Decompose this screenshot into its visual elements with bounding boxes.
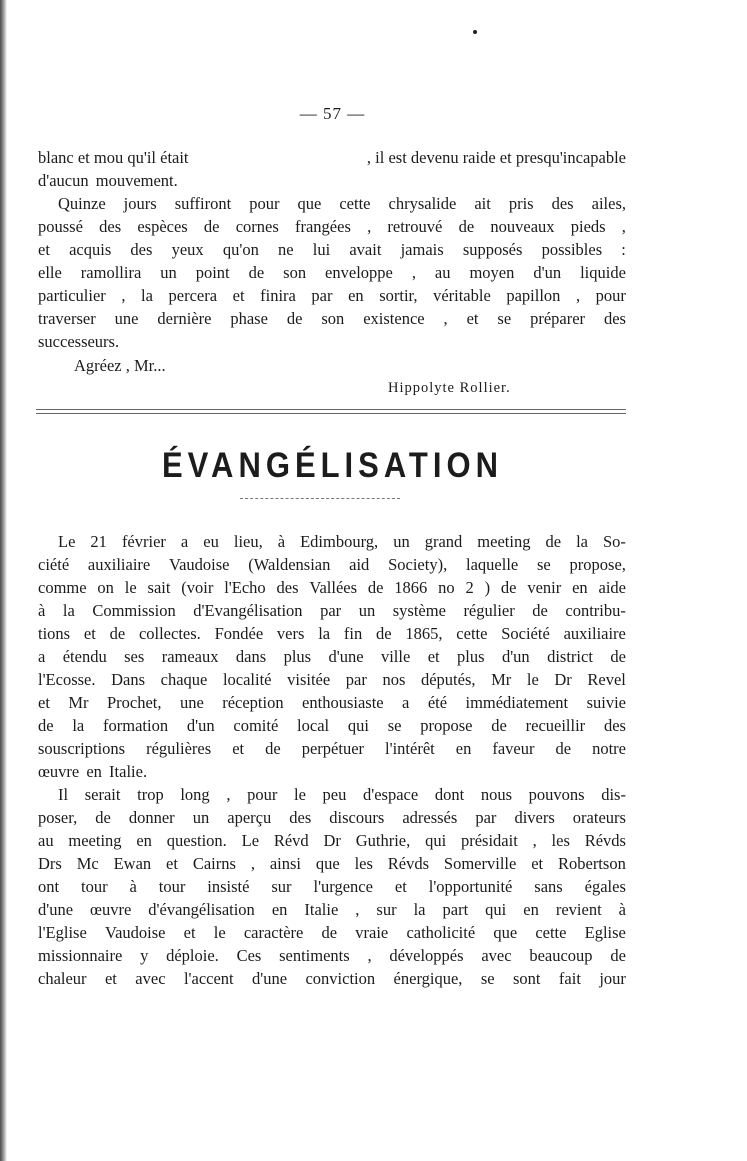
text-line: chaleur et avec l'accent d'une conviction énergique, se sont fait jour <box>38 969 626 988</box>
text-line: d'une œuvre d'évangélisation en Italie , sur la part qui en revient à <box>38 900 626 919</box>
text-line: l'Eglise Vaudoise et le caractère de vraie catholicité que cette Eglise <box>38 923 626 942</box>
text-line: œuvre en Italie. <box>38 762 148 781</box>
text-line: à la Commission d'Evangélisation par un système régulier de contribu- <box>38 601 626 620</box>
text-line: a étendu ses rameaux dans plus d'une ville et plus d'un district de <box>38 647 626 666</box>
text-line: poussé des espèces de cornes frangées , retrouvé de nouveaux pieds , <box>38 217 626 236</box>
text-line: elle ramollira un point de son enveloppe , au moyen d'un liquide <box>38 263 626 282</box>
text-line: missionnaire y déploie. Ces sentiments , développés avec beaucoup de <box>38 946 626 965</box>
text-line: d'aucun mouvement. <box>38 171 178 190</box>
continuation-paragraph <box>38 148 626 194</box>
text-line: Quinze jours suffiront pour que cette chrysalide ait pris des ailes, <box>58 194 626 213</box>
text-line: et Mr Prochet, une réception enthousiaste a été immédiatement suivie <box>38 693 626 712</box>
text-line: particulier , la percera et finira par en sortir, véritable papillon , pour <box>38 286 626 305</box>
signature: Hippolyte Rollier. <box>388 380 511 396</box>
text-line: Drs Mc Ewan et Cairns , ainsi que les Révds Somerville et Robertson <box>38 854 626 873</box>
section-divider-top <box>36 409 626 410</box>
text-line: et acquis des yeux qu'on ne lui avait jamais supposés possibles : <box>38 240 626 259</box>
text-line: successeurs. <box>38 332 120 351</box>
signoff: Agréez , Mr... <box>74 356 166 375</box>
page-number: — 57 — <box>299 104 366 123</box>
ink-speck <box>473 30 477 34</box>
text-line: traverser une dernière phase de son existence , et se préparer des <box>38 309 626 328</box>
text-line: Le 21 février a eu lieu, à Edimbourg, un grand meeting de la So- <box>58 532 626 551</box>
text-line: Il serait trop long , pour le peu d'espace dont nous pouvons dis- <box>58 785 626 804</box>
text-line: l'Ecosse. Dans chaque localité visitée par nos députés, Mr le Dr Revel <box>38 670 626 689</box>
text-line: ciété auxiliaire Vaudoise (Waldensian aid Society), laquelle se propose, <box>38 555 626 574</box>
text-line: au meeting en question. Le Révd Dr Guthrie, qui présidait , les Révds <box>38 831 626 850</box>
text-line: souscriptions régulières et de perpétuer l'intérêt en faveur de notre <box>38 739 626 758</box>
page-edge-shadow <box>0 0 7 1161</box>
chrysalis-paragraph <box>38 194 626 355</box>
section-title: ÉVANGÉLISATION <box>162 445 503 486</box>
text-line: poser, de donner un aperçu des discours adressés par divers orateurs <box>38 808 626 827</box>
text-line: blanc et mou qu'il était , il est devenu raide et presqu'incapable <box>38 148 626 167</box>
text-line: de la formation d'un comité local qui se propose de recueillir des <box>38 716 626 735</box>
article-body <box>38 532 626 992</box>
text-line: comme on le sait (voir l'Echo des Vallées de 1866 no 2 ) de venir en aide <box>38 578 626 597</box>
text-line: ont tour à tour insisté sur l'urgence et l'opportunité sans égales <box>38 877 626 896</box>
section-divider-bottom <box>36 413 626 414</box>
title-ornament <box>240 494 400 499</box>
text-line: tions et de collectes. Fondée vers la fin de 1865, cette Société auxiliaire <box>38 624 626 643</box>
